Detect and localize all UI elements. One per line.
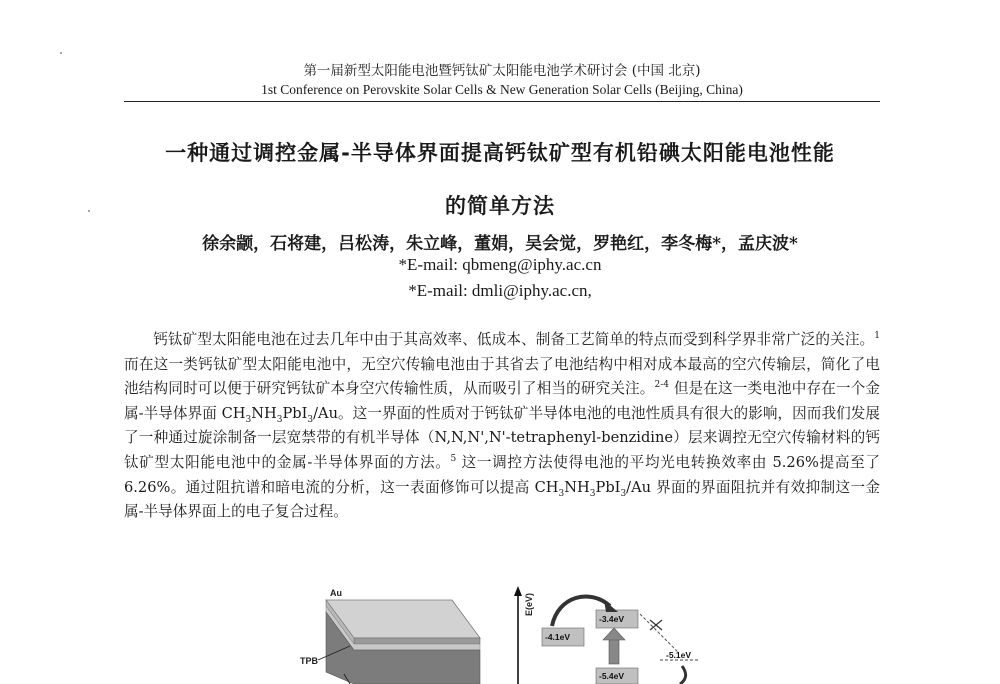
- energy-axis-arrowhead: [514, 586, 522, 596]
- abstract-text: /Au 界面的界面阻抗并有效抑制这一金属-半导体界面上的电子复合过程。: [124, 478, 880, 521]
- abstract-text: 这一界面的性质对于钙钛矿半导体电池的电池性质具有很大的影响，因而我们发展了一种通过旋涂制备一层宽禁带的有机半导体（N,N,N',N'-tetraphenyl-benzidine）层来调控无空穴传输材料的钙钛矿型太阳能电池中的金属-半导体界面的方法。: [124, 404, 880, 471]
- au-label: Au: [330, 588, 342, 598]
- tpb-homo-value: -5.4eV: [599, 671, 625, 681]
- hole-arrow-shaft: [609, 638, 619, 664]
- tpb-label: TPB: [300, 656, 318, 666]
- au-work-function-value: -5.1eV: [666, 650, 692, 660]
- abstract-text: 但是在这一类电池中存在一个金属-半导体界面 CH: [124, 380, 880, 422]
- formula-part: /Au。: [313, 404, 353, 422]
- formula-part: PbI: [595, 478, 621, 496]
- formula-part: PbI: [282, 404, 308, 422]
- scan-speck: [88, 210, 90, 212]
- formula-part: NH: [564, 478, 590, 496]
- email-1: *E-mail: qbmeng@iphy.ac.cn: [398, 255, 602, 274]
- formula-part: NH: [251, 404, 277, 422]
- formula-subscript: 3: [276, 414, 283, 425]
- citation-ref: 5: [450, 454, 457, 465]
- author-list: 徐余颛，石将建，吕松涛，朱立峰，董娟，吴会觉，罗艳红，李冬梅*，孟庆波*: [202, 234, 798, 254]
- abstract-text: 钙钛矿型太阳能电池在过去几年中由于其高效率、低成本、制备工艺简单的特点而受到科学界非常广泛的关注。: [153, 331, 875, 348]
- energy-level-diagram: [514, 586, 700, 684]
- paper-title-line2: 的简单方法: [445, 194, 555, 218]
- perovskite-cb-value: -4.1eV: [545, 632, 571, 642]
- formula-subscript: 3: [620, 488, 627, 499]
- formula-subscript: 3: [558, 488, 565, 499]
- abstract-text: 而在这一类钙钛矿型太阳能电池中，无空穴传输电池由于其省去了电池结构中相对成本最高的空穴传输层，简化了电池结构同时可以便于研究钙钛矿本身空穴传输性质，从而吸引了相当的研究关注。: [124, 355, 880, 398]
- formula-subscript: 3: [245, 414, 252, 425]
- au-layer-edge: [354, 638, 480, 644]
- device-energy-diagram: [290, 582, 730, 684]
- paper-title-line1: 一种通过调控金属-半导体界面提高钙钛矿型有机铅碘太阳能电池性能: [165, 141, 835, 165]
- abstract-text: 这一调控方法使得电池的平均光电转换效率由 5.26%提高至了 6.26%。通过阻抗谱和暗电流的分析，这一表面修饰可以提高 CH: [124, 453, 880, 496]
- header-rule: [124, 101, 880, 102]
- hole-arrow-head: [603, 628, 625, 640]
- scan-speck: [60, 52, 62, 54]
- formula-subscript: 3: [589, 488, 596, 499]
- email-2: *E-mail: dmli@iphy.ac.cn,: [408, 281, 592, 300]
- tpb-lumo-value: -3.4eV: [599, 614, 625, 624]
- conference-header: [124, 62, 880, 99]
- conference-title-cn: 第一届新型太阳能电池暨钙钛矿太阳能电池学术研讨会 (中国 北京): [303, 63, 701, 79]
- blocked-recombination-path: [640, 614, 678, 652]
- formula-subscript: 3: [307, 414, 314, 425]
- energy-axis-label: E(eV): [524, 592, 534, 616]
- citation-ref: 2-4: [654, 380, 670, 391]
- conference-title-en: 1st Conference on Perovskite Solar Cells & New Generation Solar Cells (Beijing, China): [261, 82, 743, 97]
- lower-curved-arrow: [680, 666, 686, 684]
- citation-ref: 1: [874, 331, 880, 342]
- device-stack-illustration: [300, 588, 480, 684]
- abstract-paragraph: [124, 328, 880, 525]
